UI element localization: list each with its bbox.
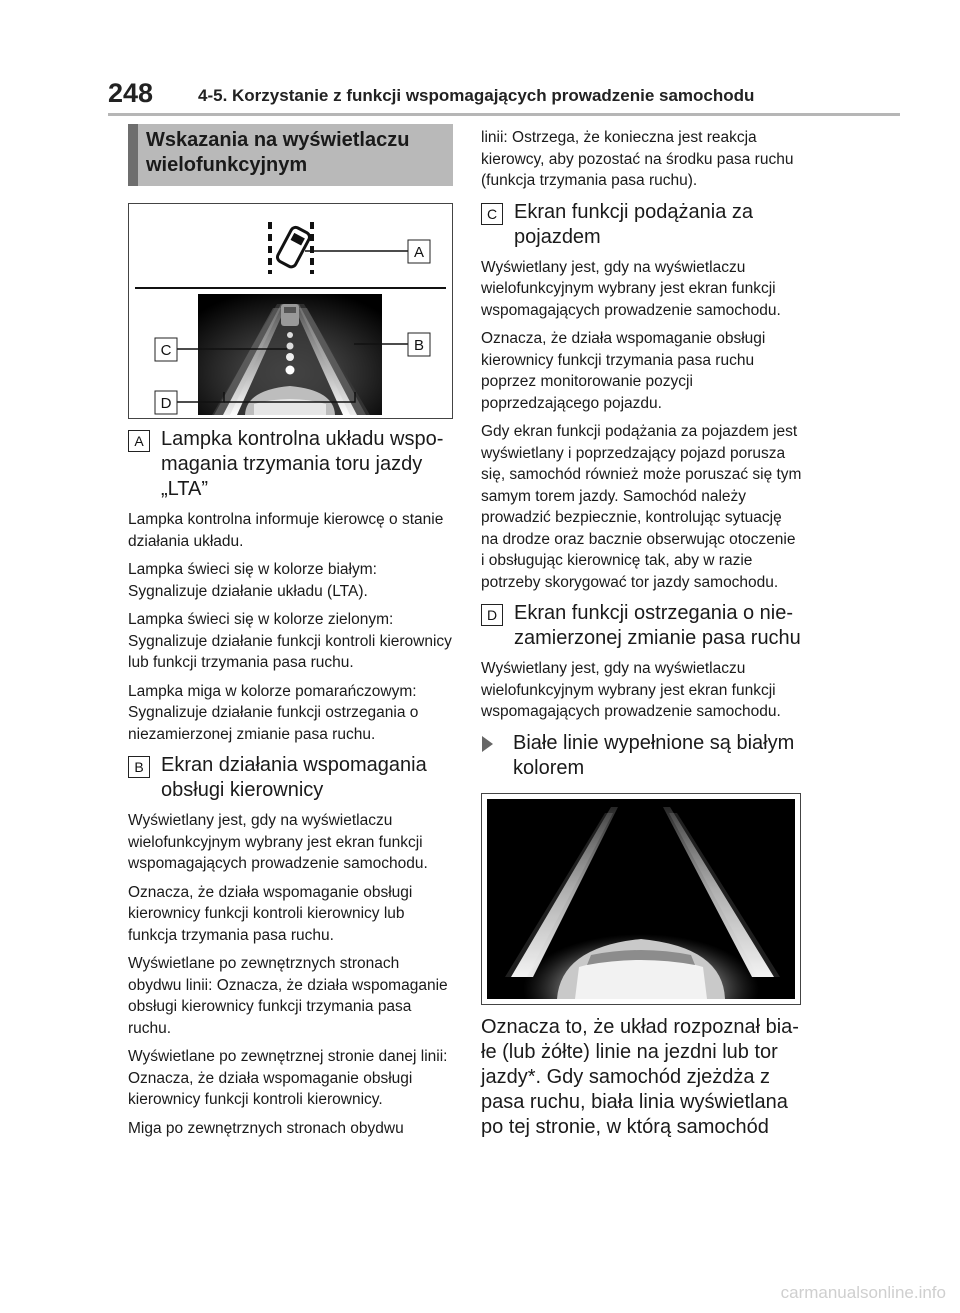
item-c-title: Ekran funkcji podążania za pojazdem <box>514 200 754 248</box>
item-b-letter: B <box>128 756 150 778</box>
closing-paragraph: Oznacza to, że układ rozpoznał białe (lub żółte) linie na jezdni lub tor jazdy*. Gdy samochód zjeżdża z pasa ruchu, biała linia wyświetlana po tej stronie, w którą samochód <box>481 1015 799 1138</box>
header-rule <box>108 113 900 116</box>
item-a-letter: A <box>128 430 150 452</box>
figure-label-a: A <box>413 244 425 261</box>
page-header <box>0 0 960 118</box>
item-d-title: Ekran funkcji ostrzegania o niezamierzonej zmianie pasa ruchu <box>514 602 801 649</box>
page-number: 248 <box>108 78 154 108</box>
item-c-paragraph-1: Wyświetlany jest, gdy na wyświetlaczu wielofunkcyjnym wybrany jest ekran funkcji wspomagających prowadzenie samochodu. <box>481 258 781 319</box>
section-title <box>128 124 453 186</box>
item-a-paragraph-3: Lampka świeci się w kolorze zielonym: Sygnalizuje działanie funkcji kontroli kierownicy lub funkcji trzymania pasa ruchu. <box>128 611 452 671</box>
item-a-title: Lampka kontrolna układu wspomagania trzymania toru jazdy „LTA” <box>161 428 444 500</box>
item-c-paragraph-3: Gdy ekran funkcji podążania za pojazdem jest wyświetlany i poprzedzający pojazd porusza się, samochód również może poruszać się tym samym torem jazdy. Samochód należy prowadzić bezpiecznie, kontrolując sytuację na drodze oraz bacznie obserwując otoczenie i obsługując kierownicę tak, aby w razie potrzeby skorygować tor jazdy samochodu. <box>481 423 802 591</box>
section-title-line2: wielofunkcyjnym <box>146 154 308 176</box>
white-lines-figure <box>481 793 801 1005</box>
item-d <box>481 601 803 651</box>
lta-indicator-icon <box>270 222 312 274</box>
item-b-paragraph-5: Miga po zewnętrznych stronach obydwu <box>128 1119 404 1137</box>
item-a-paragraph-2: Lampka świeci się w kolorze białym: Sygnalizuje działanie układu (LTA). <box>128 561 377 600</box>
item-d-letter: D <box>481 604 503 626</box>
item-b-paragraph-3: Wyświetlane po zewnętrznych stronach obydwu linii: Oznacza, że działa wspomaganie obsługi kierownicy funkcji trzymania pasa ruchu. <box>128 955 448 1037</box>
right-column <box>481 124 803 1140</box>
item-c-paragraph-2: Oznacza, że działa wspomaganie obsługi kierownicy funkcji trzymania pasa ruchu poprzez monitorowanie pozycji poprzedzającego pojazdu. <box>481 330 766 412</box>
continued-paragraph: linii: Ostrzega, że konieczna jest reakcja kierowcy, aby pozostać na środku pasa ruchu (funkcja trzymania pasa ruchu). <box>481 129 794 189</box>
item-b-title: Ekran działania wspomagania obsługi kierownicy <box>161 754 427 801</box>
item-b <box>128 753 453 803</box>
watermark: carmanualsonline.info <box>780 1283 946 1302</box>
figure-label-d: D <box>160 395 172 412</box>
item-c <box>481 200 803 250</box>
item-a-paragraph-4: Lampka miga w kolorze pomarańczowym: Sygnalizuje działanie funkcji ostrzegania o niezamierzonej zmianie pasa ruchu. <box>128 682 419 743</box>
item-b-paragraph-2: Oznacza, że działa wspomaganie obsługi kierownicy funkcji kontroli kierownicy lub funkcja trzymania pasa ruchu. <box>128 883 413 944</box>
bullet-item <box>481 731 803 781</box>
figure-label-b: B <box>413 337 425 354</box>
item-b-paragraph-4: Wyświetlane po zewnętrznej stronie danej linii: Oznacza, że działa wspomaganie obsługi kierownicy funkcji kontroli kierownicy. <box>128 1048 448 1108</box>
item-d-paragraph-1: Wyświetlany jest, gdy na wyświetlaczu wielofunkcyjnym wybrany jest ekran funkcji wspomagających prowadzenie samochodu. <box>481 660 781 720</box>
bullet-text: Białe linie wypełnione są białym kolorem <box>513 731 795 779</box>
lta-display-figure <box>128 203 453 419</box>
triangle-bullet-icon <box>482 736 505 752</box>
section-title-line1: Wskazania na wyświetlaczu <box>146 129 410 151</box>
figure-label-c: C <box>160 342 172 359</box>
item-a-paragraph-1: Lampka kontrolna informuje kierowcę o stanie działania układu. <box>128 511 444 550</box>
chapter-title: 4-5. Korzystanie z funkcji wspomagających prowadzenie samochodu <box>198 86 755 105</box>
item-b-paragraph-1: Wyświetlany jest, gdy na wyświetlaczu wielofunkcyjnym wybrany jest ekran funkcji wspomagających prowadzenie samochodu. <box>128 812 428 872</box>
white-lines-illustration <box>487 799 795 999</box>
left-column <box>128 124 453 1139</box>
item-c-letter: C <box>481 203 503 225</box>
item-a <box>128 427 453 502</box>
lta-display-illustration <box>129 204 452 418</box>
